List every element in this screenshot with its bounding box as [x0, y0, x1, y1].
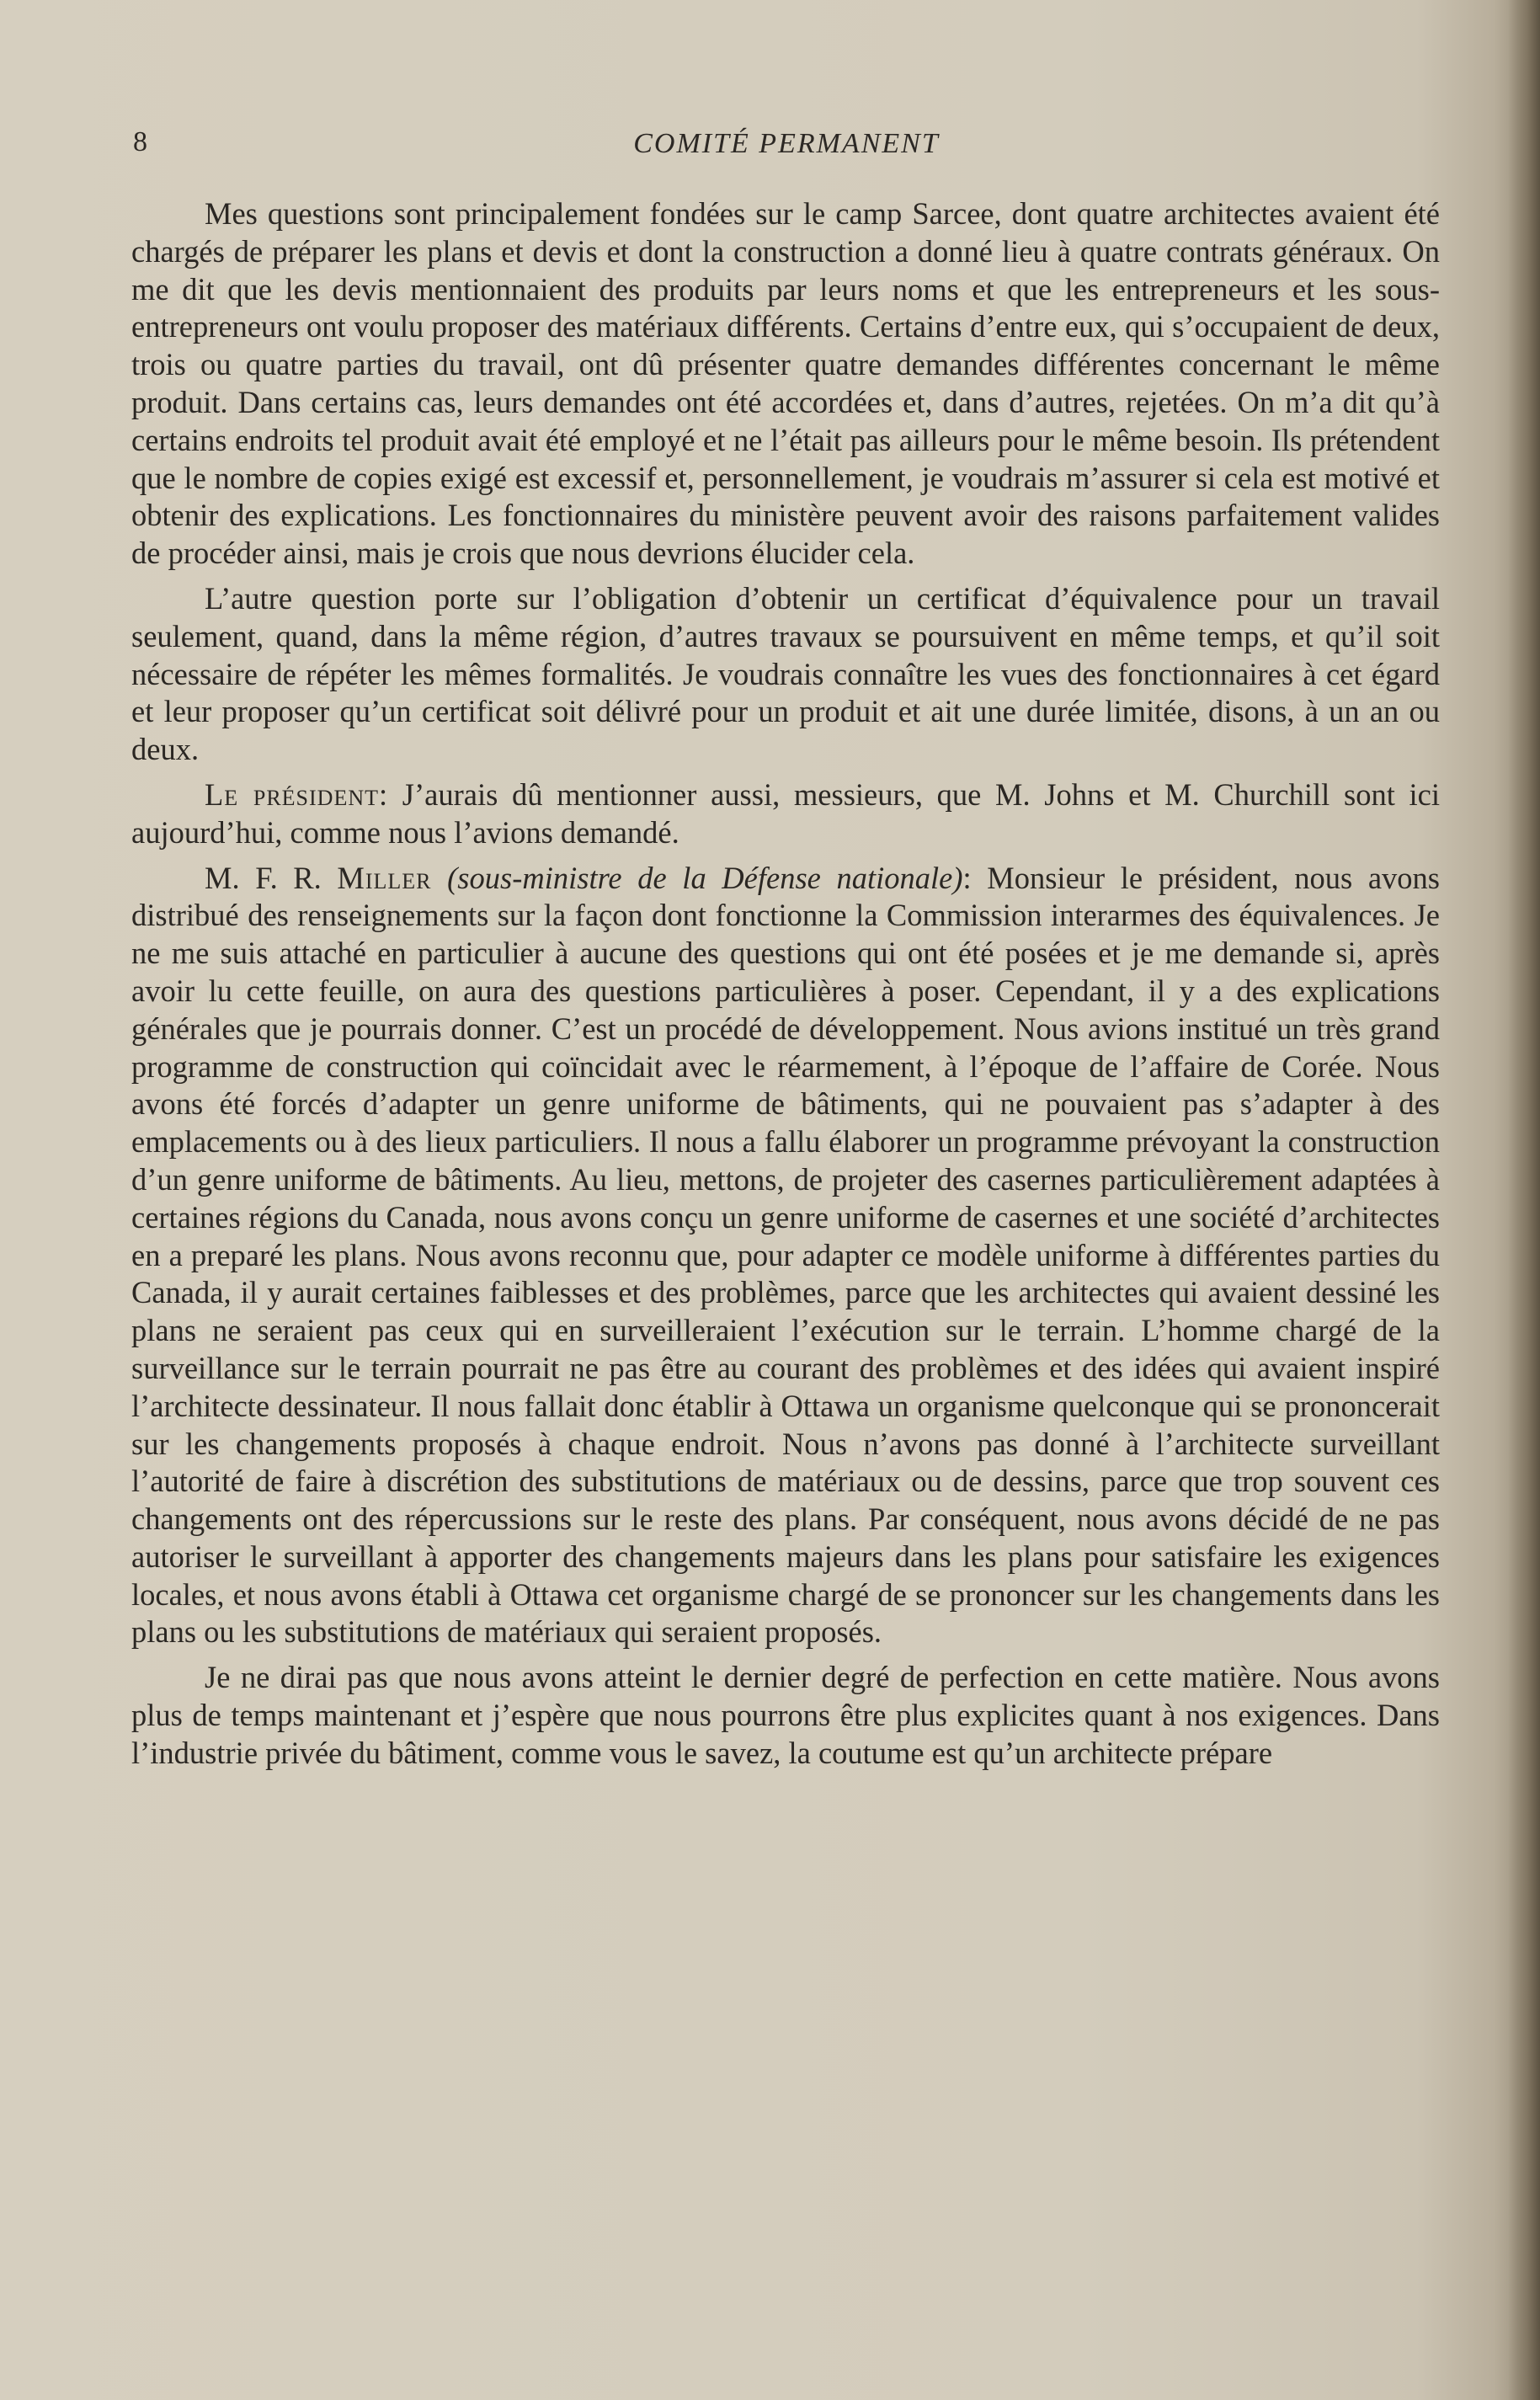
- paragraph-text: : Monsieur le président, nous avons distribué des renseignements sur la façon dont fonctionne la Commission interarmes des équivalences. Je ne me suis attaché en particulier à aucune des questions qui ont été posées et je me demande si, après avoir lu cette feuille, on aura des questions particulières à poser. Cependant, il y a des explications générales que je pourrais donner. C’est un procédé de développement. Nous avions institué un très grand programme de construction qui coïncidait avec le réarmement, à l’époque de l’affaire de Corée. Nous avons été forcés d’adapter un genre uniforme de bâtiments, qui ne pouvaient pas s’adapter à des emplacements ou à des lieux particuliers. Il nous a fallu élaborer un programme prévoyant la construction d’un genre uniforme de bâtiments. Au lieu, mettons, de projeter des casernes particulièrement adaptées à certaines régions du Canada, nous avons conçu un genre uniforme de casernes et une société d’architectes en a preparé les plans. Nous avons reconnu que, pour adapter ce modèle uniforme à différentes parties du Canada, il y aurait certaines faiblesses et des problèmes, parce que les architectes qui avaient dessiné les plans ne seraient pas ceux qui en surveilleraient l’exécution sur le terrain. L’homme chargé de la surveillance sur le terrain pourrait ne pas être au courant des problèmes et des idées qui avaient inspiré l’architecte dessinateur. Il nous fallait donc établir à Ottawa un organisme quelconque qui se prononcerait sur les changements proposés à chaque endroit. Nous n’avons pas donné à l’architecte surveillant l’autorité de faire à discrétion des substitutions de matériaux ou de dessins, parce que trop souvent ces changements ont des répercussions sur le reste des plans. Par conséquent, nous avons décidé de ne pas autoriser le surveillant à apporter des changements majeurs dans les plans pour satisfaire les exigences locales, et nous avons établi à Ottawa cet organisme chargé de se prononcer sur les changements dans les plans ou les substitutions de matériaux qui seraient proposés.: [131, 860, 1440, 1650]
- page-number: 8: [133, 126, 147, 157]
- paragraph-text: J’aurais dû mentionner aussi, messieurs, que M. Johns et M. Churchill sont ici aujourd’hui, comme nous l’avions demandé.: [131, 776, 1441, 850]
- page-header: [133, 126, 1440, 168]
- paragraph-text: Je ne dirai pas que nous avons atteint le dernier degré de perfection en cette matière. Nous avons plus de temps maintenant et j’espère que nous pourrons être plus explicites quant à nos exigences. Dans l’industrie privée du bâtiment, comme vous le savez, la coutume est qu’un architecte prépare: [131, 1660, 1440, 1770]
- paragraph-4: [131, 860, 1440, 1652]
- paragraph-1: [131, 195, 1440, 573]
- running-title: COMITÉ PERMANENT: [633, 128, 940, 159]
- paragraph-5: [131, 1659, 1440, 1772]
- speaker-prefix: M. F. R.: [205, 860, 338, 895]
- book-spine-shadow: [1508, 0, 1540, 2400]
- body-text: [131, 195, 1440, 1780]
- speaker-affiliation: (sous-ministre de la Défense nationale): [447, 860, 963, 895]
- speaker-name: Miller: [337, 860, 432, 895]
- paragraph-text: Mes questions sont principalement fondées sur le camp Sarcee, dont quatre architectes avaient été chargés de préparer les plans et devis et dont la construction a donné lieu à quatre contrats généraux. On me dit que les devis mentionnaient des produits par leurs noms et que les entrepreneurs et les sous-entrepreneurs ont voulu proposer des matériaux différents. Certains d’entre eux, qui s’occupaient de deux, trois ou quatre parties du travail, ont dû présenter quatre demandes différentes concernant le même produit. Dans certains cas, leurs demandes ont été accordées et, dans d’autres, rejetées. On m’a dit qu’à certains endroits tel produit avait été employé et ne l’était pas ailleurs pour le même besoin. Ils prétendent que le nombre de copies exigé est excessif et, personnellement, je voudrais m’assurer si cela est motivé et obtenir des explications. Les fonctionnaires du ministère peuvent avoir des raisons parfaitement valides de procéder ainsi, mais je crois que nous devrions élucider cela.: [131, 196, 1440, 571]
- paragraph-2: [131, 580, 1440, 769]
- speaker-name: Le président:: [205, 776, 389, 812]
- paragraph-text: L’autre question porte sur l’obligation d’obtenir un certificat d’équivalence pour un travail seulement, quand, dans la même région, d’autres travaux se poursuivent en même temps, et qu’il soit nécessaire de répéter les mêmes formalités. Je voudrais connaître les vues des fonctionnaires à cet égard et leur proposer qu’un certificat soit délivré pour un produit et ait une durée limitée, disons, à un an ou deux.: [131, 580, 1440, 767]
- paragraph-3: [131, 776, 1440, 852]
